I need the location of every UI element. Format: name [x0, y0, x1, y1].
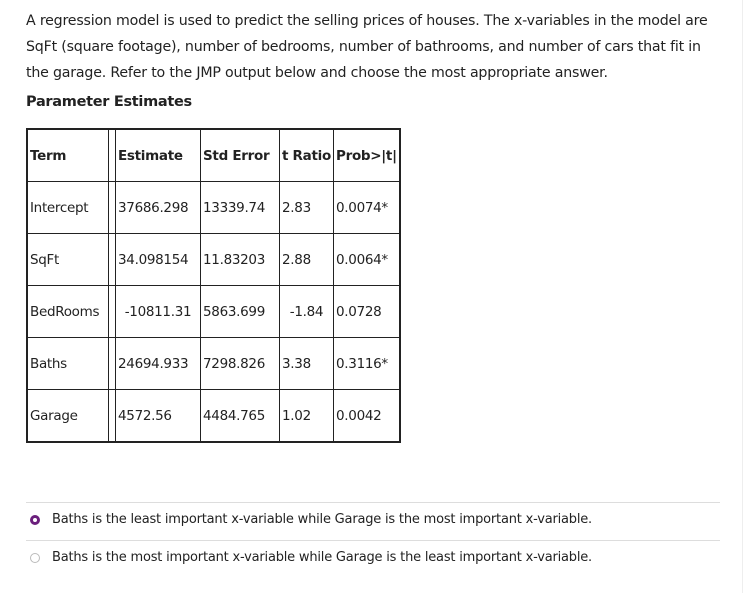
divider — [26, 502, 720, 503]
cell-term: BedRooms — [27, 286, 109, 338]
page-edge — [742, 0, 743, 593]
cell-estimate: 24694.933 — [116, 338, 201, 390]
cell-std-error: 5863.699 — [201, 286, 280, 338]
answer-option-1[interactable] — [30, 512, 592, 527]
cell-prob: 0.0074* — [334, 182, 400, 234]
spacer-cell — [109, 182, 116, 234]
option-label: Baths is the least important x-variable while Garage is the most important x-variable. — [52, 512, 592, 527]
table-row — [27, 182, 400, 234]
table-row — [27, 234, 400, 286]
cell-std-error: 11.83203 — [201, 234, 280, 286]
cell-std-error: 7298.826 — [201, 338, 280, 390]
header-prob: Prob>|t| — [334, 129, 400, 182]
table-row — [27, 390, 400, 443]
spacer-column — [109, 129, 116, 182]
radio-selected-icon[interactable] — [30, 515, 40, 525]
header-estimate: Estimate — [116, 129, 201, 182]
cell-t-ratio: 3.38 — [280, 338, 334, 390]
answer-option-2[interactable] — [30, 550, 592, 565]
header-t-ratio: t Ratio — [280, 129, 334, 182]
header-term: Term — [27, 129, 109, 182]
cell-std-error: 4484.765 — [201, 390, 280, 443]
cell-prob: 0.0728 — [334, 286, 400, 338]
spacer-cell — [109, 338, 116, 390]
cell-term: Baths — [27, 338, 109, 390]
table-header-row — [27, 129, 400, 182]
section-title: Parameter Estimates — [26, 94, 192, 110]
parameter-estimates-table — [26, 128, 401, 443]
cell-prob: 0.3116* — [334, 338, 400, 390]
cell-std-error: 13339.74 — [201, 182, 280, 234]
cell-term: Intercept — [27, 182, 109, 234]
cell-prob: 0.0042 — [334, 390, 400, 443]
cell-t-ratio: 2.88 — [280, 234, 334, 286]
cell-t-ratio: 1.02 — [280, 390, 334, 443]
spacer-cell — [109, 234, 116, 286]
table-row — [27, 338, 400, 390]
divider — [26, 540, 720, 541]
table-row — [27, 286, 400, 338]
cell-estimate: 4572.56 — [116, 390, 201, 443]
radio-unselected-icon[interactable] — [30, 553, 40, 563]
option-label: Baths is the most important x-variable while Garage is the least important x-variable. — [52, 550, 592, 565]
cell-estimate: 37686.298 — [116, 182, 201, 234]
cell-term: SqFt — [27, 234, 109, 286]
cell-term: Garage — [27, 390, 109, 443]
cell-estimate: 34.098154 — [116, 234, 201, 286]
cell-t-ratio: -1.84 — [280, 286, 334, 338]
header-std-error: Std Error — [201, 129, 280, 182]
cell-estimate: -10811.31 — [116, 286, 201, 338]
cell-prob: 0.0064* — [334, 234, 400, 286]
spacer-cell — [109, 390, 116, 443]
cell-t-ratio: 2.83 — [280, 182, 334, 234]
question-text: A regression model is used to predict the selling prices of houses. The x-variables in the model are SqFt (square footage), number of bedrooms, number of bathrooms, and number of cars that fit in the garage. Refer to the JMP output below and choose the most appropriate answer. — [26, 13, 708, 81]
spacer-cell — [109, 286, 116, 338]
